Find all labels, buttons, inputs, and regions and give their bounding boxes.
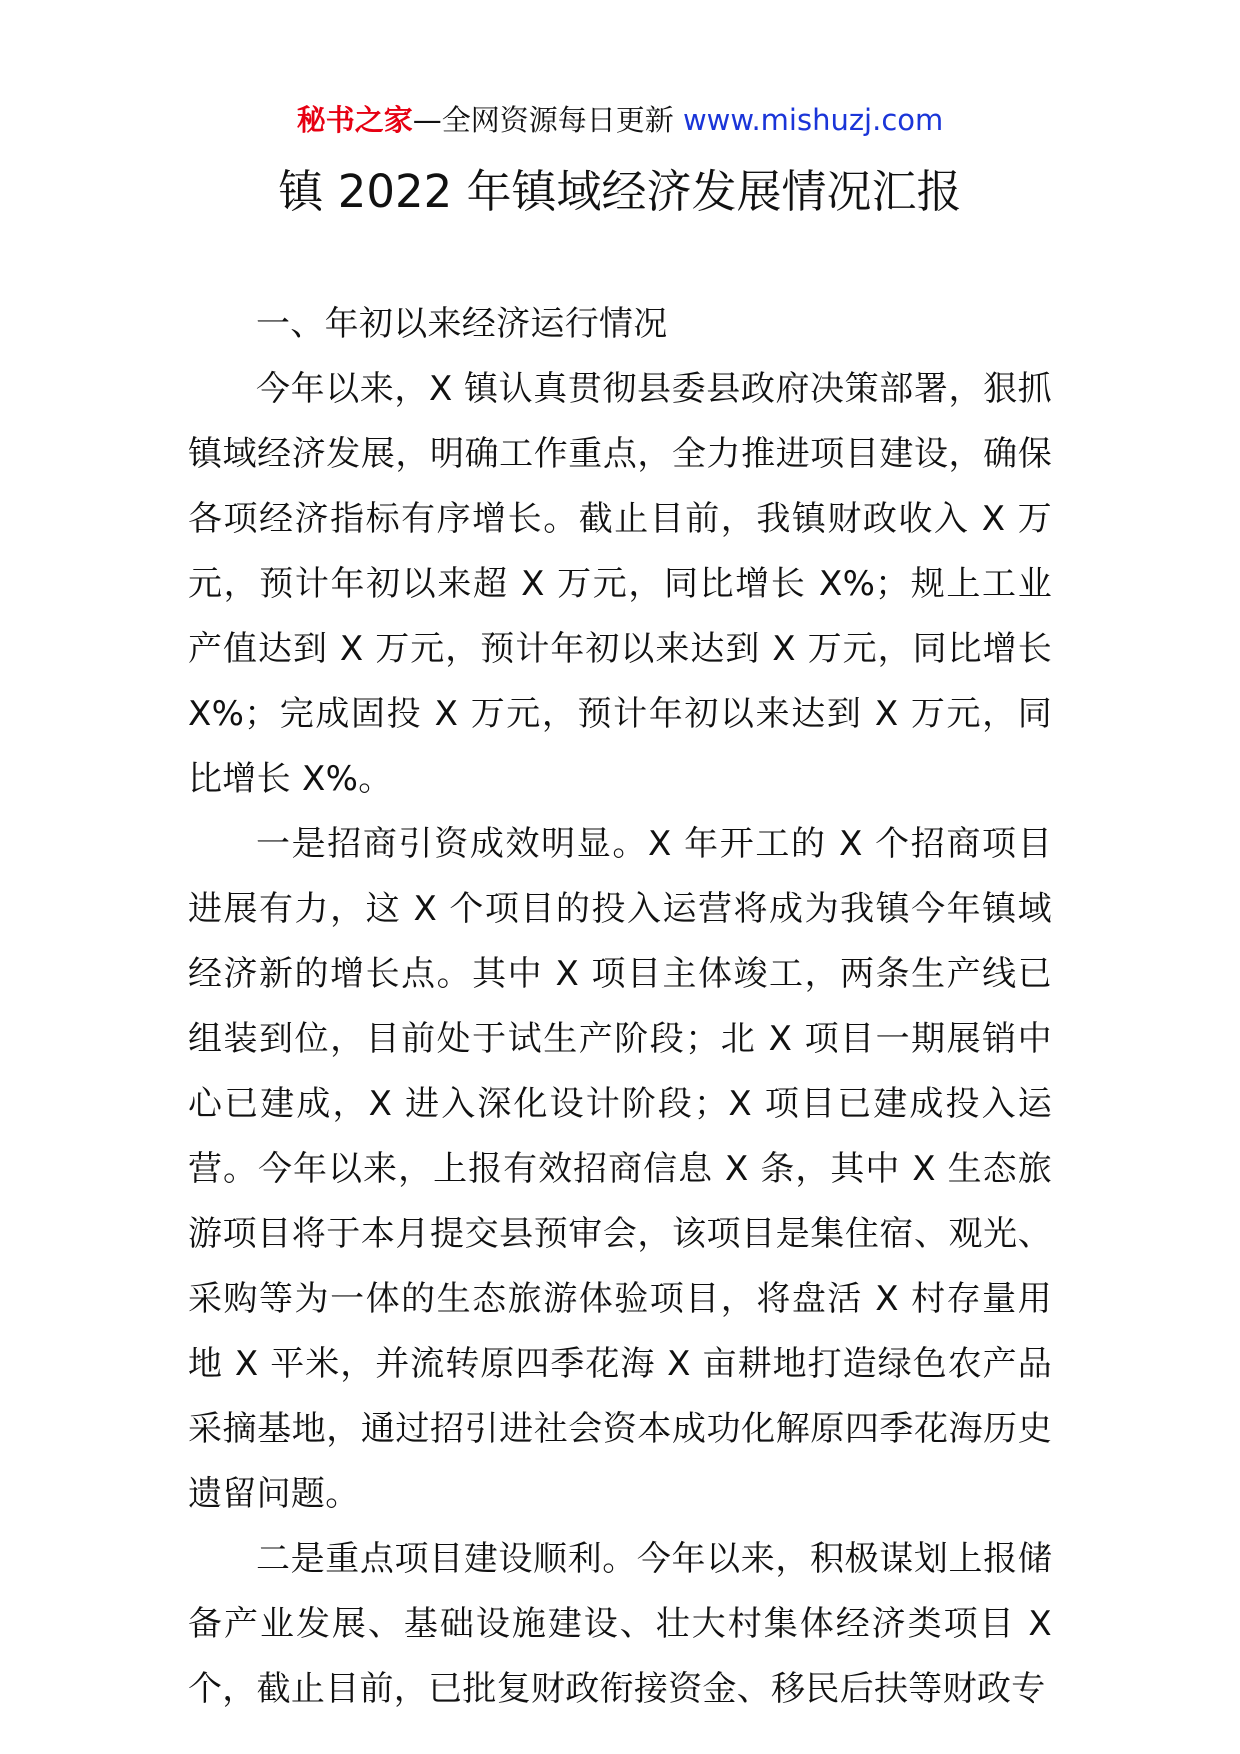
paragraph-overview: 今年以来，X 镇认真贯彻县委县政府决策部署，狠抓镇域经济发展，明确工作重点，全力推进项目建设，确保各项经济指标有序增长。截止目前，我镇财政收入 X 万元，预计年初以来超 X 万元，同比增长 X%；规上工业产值达到 X 万元，预计年初以来达到 X 万元，同比增长 X%；完成固投 X 万元，预计年初以来达到 X 万元，同比增长 X%。 — [188, 369, 1052, 799]
site-url-link[interactable]: www.mishuzj.com — [682, 103, 944, 137]
document-body — [188, 292, 1052, 1722]
section-heading: 一、年初以来经济运行情况 — [256, 304, 668, 344]
brand-name: 秘书之家 — [296, 103, 413, 137]
paragraph-investment: 一是招商引资成效明显。X 年开工的 X 个招商项目进展有力，这 X 个项目的投入运营将成为我镇今年镇域经济新的增长点。其中 X 项目主体竣工，两条生产线已组装到位，目前处于试生产阶段；北 X 项目一期展销中心已建成，X 进入深化设计阶段；X 项目已建成投入运营。今年以来，上报有效招商信息 X 条，其中 X 生态旅游项目将于本月提交县预审会，该项目是集住宿、观光、采购等为一体的生态旅游体验项目，将盘活 X 村存量用地 X 平米，并流转原四季花海 X 亩耕地打造绿色农产品采摘基地，通过招引进社会资本成功化解原四季花海历史遗留问题。 — [188, 824, 1052, 1514]
header-tagline: —全网资源每日更新 — [412, 103, 674, 137]
document-title: 镇 2022 年镇域经济发展情况汇报 — [278, 165, 962, 218]
site-header — [0, 100, 1240, 140]
paragraph-key-projects: 二是重点项目建设顺利。今年以来，积极谋划上报储备产业发展、基础设施建设、壮大村集体经济类项目 X 个，截止目前，已批复财政衔接资金、移民后扶等财政专 — [188, 1539, 1052, 1709]
